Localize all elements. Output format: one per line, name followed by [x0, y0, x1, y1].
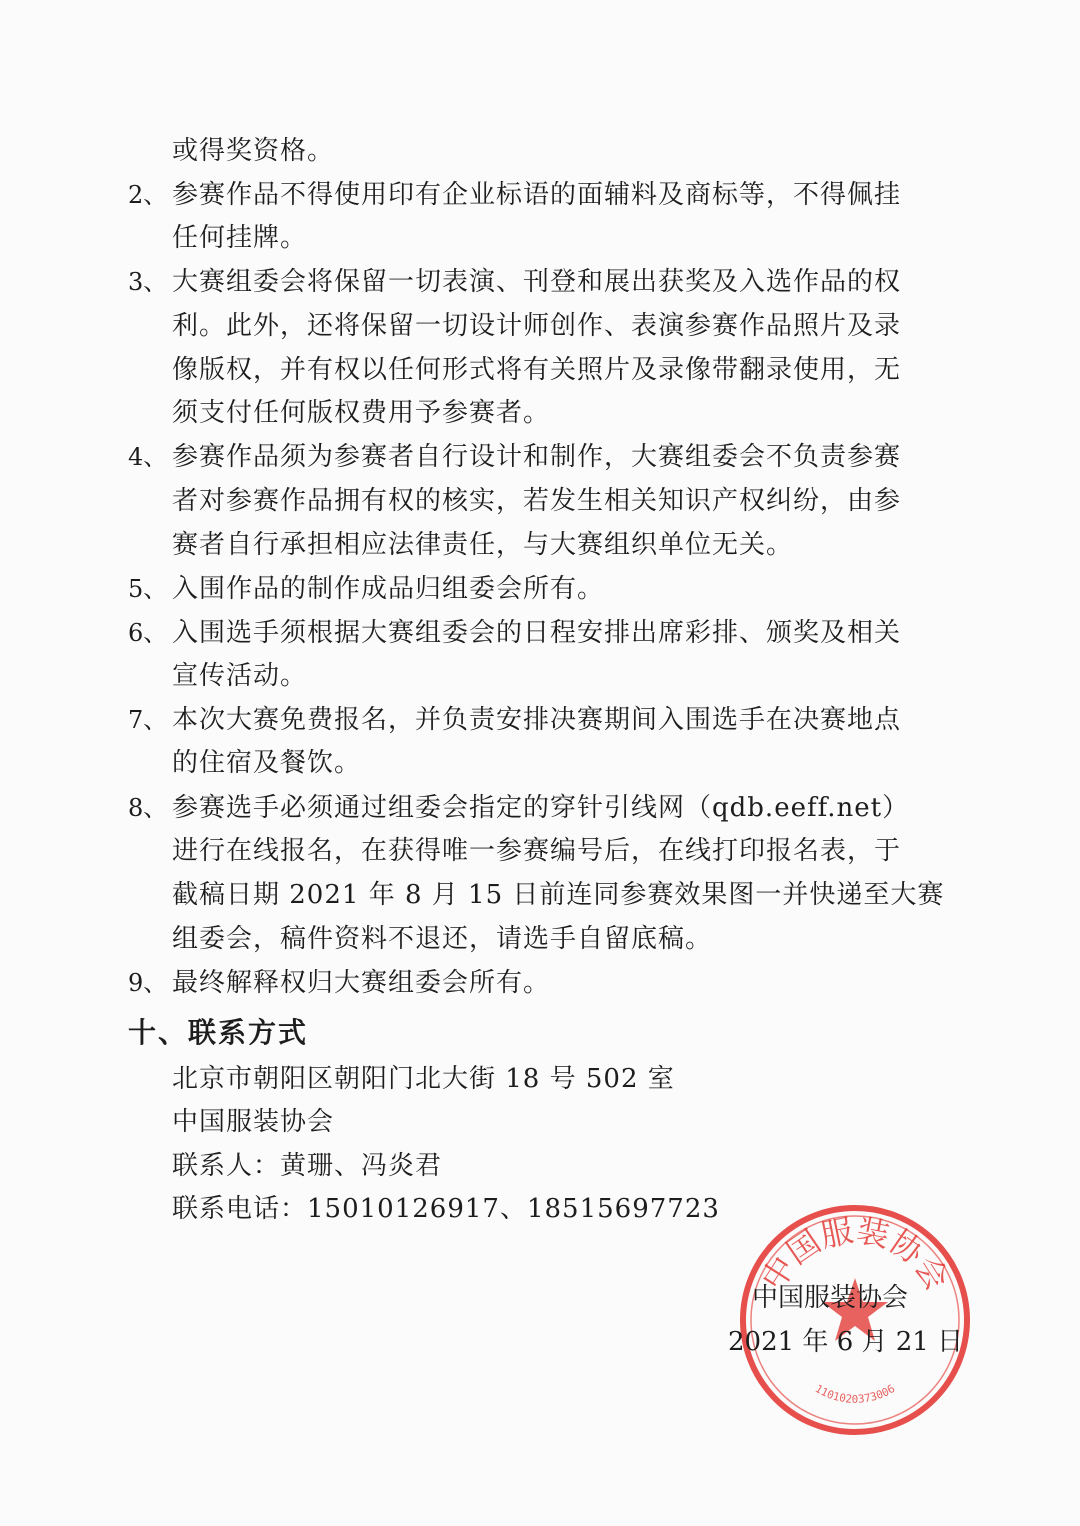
seal-number: 1101020373006 [812, 1382, 898, 1406]
item-8-line-1: 参赛选手必须通过组委会指定的穿针引线网（qdb.eeff.net） [172, 793, 910, 823]
item-8-number: 8、 [128, 794, 168, 822]
item-6-number: 6、 [128, 619, 168, 647]
item-7-line-1: 本次大赛免费报名，并负责安排决赛期间入围选手在决赛地点 [172, 705, 902, 735]
item-4-number: 4、 [128, 443, 168, 471]
item-2-line-1: 参赛作品不得使用印有企业标语的面辅料及商标等，不得佩挂 [172, 180, 902, 210]
contact-address: 北京市朝阳区朝阳门北大街 18 号 502 室 [172, 1064, 675, 1094]
item-3-line-2: 利。此外，还将保留一切设计师创作、表演参赛作品照片及录 [172, 311, 902, 341]
item-4-line-1: 参赛作品须为参赛者自行设计和制作，大赛组委会不负责参赛 [172, 442, 902, 472]
section-heading-contact: 十、联系方式 [128, 1016, 309, 1049]
item-7-number: 7、 [128, 706, 168, 734]
item-1-line-1: 或得奖资格。 [172, 136, 335, 166]
item-7-line-2: 的住宿及餐饮。 [172, 748, 362, 778]
item-3-line-1: 大赛组委会将保留一切表演、刊登和展出获奖及入选作品的权 [172, 267, 902, 297]
item-8-line-4: 组委会，稿件资料不退还，请选手自留底稿。 [172, 924, 713, 954]
contact-organization: 中国服装协会 [172, 1107, 335, 1137]
item-4-line-2: 者对参赛作品拥有权的核实，若发生相关知识产权纠纷，由参 [172, 486, 902, 516]
item-3-number: 3、 [128, 268, 168, 296]
item-8-line-3: 截稿日期 2021 年 8 月 15 日前连同参赛效果图一并快递至大赛 [172, 880, 945, 910]
item-6-line-2: 宣传活动。 [172, 661, 308, 691]
contact-person: 联系人：黄珊、冯炎君 [172, 1151, 443, 1181]
item-8-line-2: 进行在线报名，在获得唯一参赛编号后，在线打印报名表，于 [172, 836, 902, 866]
seal-ring-text: 中国服装协会 [753, 1211, 957, 1297]
item-5-number: 5、 [128, 575, 168, 603]
item-9-line-1: 最终解释权归大赛组委会所有。 [172, 968, 551, 998]
item-6-line-1: 入围选手须根据大赛组委会的日程安排出席彩排、颁奖及相关 [172, 618, 902, 648]
signature-organization: 中国服装协会 [752, 1283, 909, 1313]
item-2-number: 2、 [128, 181, 168, 209]
item-5-line-1: 入围作品的制作成品归组委会所有。 [172, 574, 605, 604]
item-3-line-4: 须支付任何版权费用予参赛者。 [172, 398, 551, 428]
item-3-line-3: 像版权，并有权以任何形式将有关照片及录像带翻录使用，无 [172, 355, 902, 385]
official-seal [735, 1200, 975, 1440]
signature-date: 2021 年 6 月 21 日 [728, 1327, 964, 1357]
item-4-line-3: 赛者自行承担相应法律责任，与大赛组织单位无关。 [172, 530, 794, 560]
contact-phone: 联系电话：15010126917、18515697723 [172, 1194, 720, 1224]
item-9-number: 9、 [128, 969, 168, 997]
item-2-line-2: 任何挂牌。 [172, 223, 308, 253]
